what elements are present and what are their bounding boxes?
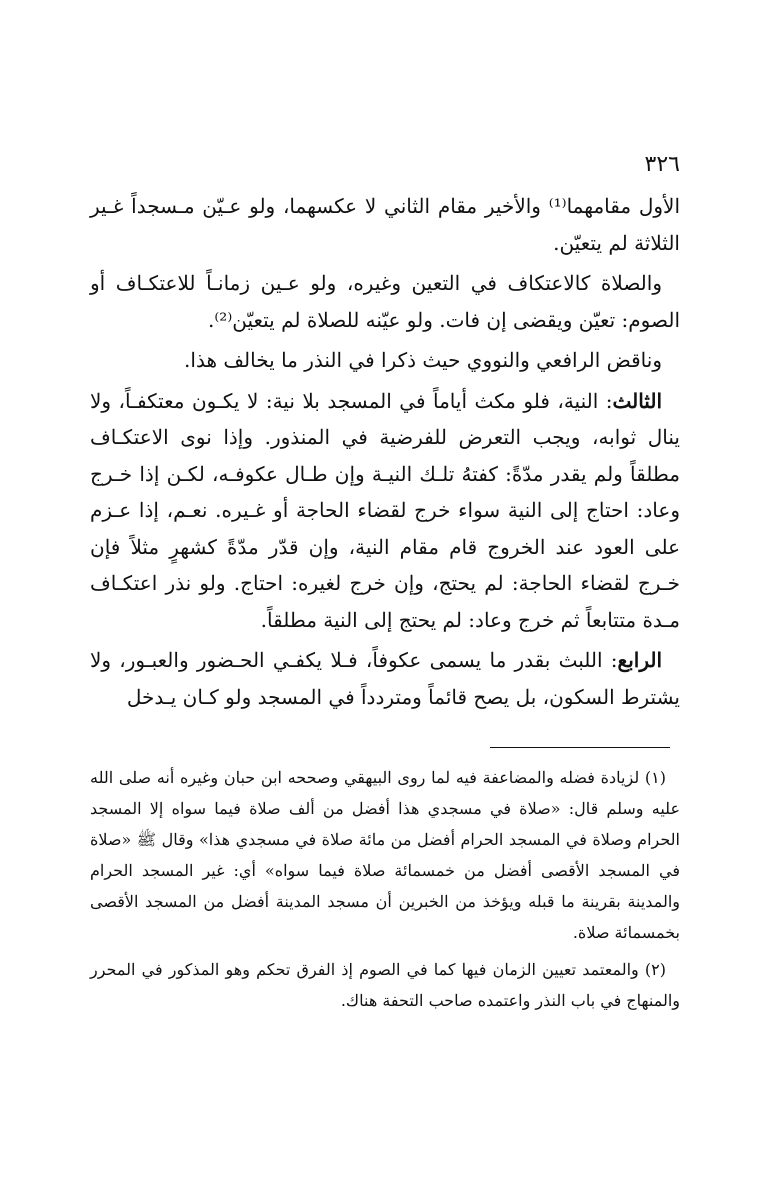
fourth-condition-heading: الرابع (617, 648, 662, 672)
main-text (90, 188, 680, 715)
page-body (90, 150, 680, 719)
paragraph-third-condition (90, 383, 680, 639)
footnote-1: (١) لزيادة فضله والمضاعفة فيه لما روى البيهقي وصححه ابن حبان وغيره أنه صلى الله عليه وسلم قال: «صلاة في مسجدي هذا أفضل من ألف صلاة فيما سواه إلا المسجد الحرام وصلاة في المسجد الحرام أفضل من مائة صلاة في مسجدي هذا» وقال ﷺ «صلاة في المسجد الأقصى أفضل من خمسمائة صلاة فيما سواه» أي: غير المسجد الحرام والمدينة بقرينة ما قبله ويؤخذ من الخبرين أن مسجد المدينة أفضل من المسجد الأقصى بخمسمائة صلاة. (90, 768, 680, 942)
footnote-divider (490, 747, 670, 748)
paragraph-2: والصلاة كالاعتكاف في التعين وغيره، ولو عـين زمانـاً للاعتكـاف أو الصوم: تعيّن ويقضى إن فات. ولو عيّنه للصلاة لم يتعيّن⁽²⁾. (90, 271, 680, 332)
footnotes (90, 762, 680, 1022)
paragraph-1: الأول مقامهما⁽¹⁾ والأخير مقام الثاني لا عكسهما، ولو عـيّن مـسجداً غـير الثلاثة لم يتعيّن. (90, 194, 680, 255)
fourth-condition-text: : اللبث بقدر ما يسمى عكوفاً، فـلا يكفـي الحـضور والعبـور، ولا يشترط السكون، بل يصح قائماً ومتردداً في المسجد ولو كـان يـدخل (90, 648, 680, 709)
third-condition-heading: الثالث (612, 388, 662, 413)
page-number: ٣٢٦ (644, 152, 680, 177)
paragraph-3: وناقض الرافعي والنووي حيث ذكرا في النذر ما يخالف هذا. (184, 348, 662, 372)
footnote-2: (٢) والمعتمد تعيين الزمان فيها كما في الصوم إذ الفرق تحكم وهو المذكور في المحرر والمنهاج في باب النذر واعتمده صاحب التحفة هناك. (90, 960, 680, 1010)
paragraph-fourth-condition (90, 642, 680, 715)
third-condition-text: : النية، فلو مكث أياماً في المسجد بلا نية: لا يكـون معتكفـاً، ولا ينال ثوابه، ويجب التعرض للفرضية في المنذور. وإذا نوى الاعتكـاف مطلقاً ولم يقدر مدّةً: كفتهُ تلـك النيـة وإن طـال عكوفـه، لكـن إذا خـرج وعاد: احتاج إلى النية سواء خرج لقضاء الحاجة أو غـيره. نعـم، إذا عـزم على العود عند الخروج قام مقام النية، وإن قدّر مدّةً كشهرٍ مثلاً فإن خـرج لقضاء الحاجة: لم يحتج، وإن خرج لغيره: احتاج. ولو نذر اعتكـاف مـدة متتابعاً ثم خرج وعاد: لم يحتج إلى النية مطلقاً. (90, 388, 680, 632)
